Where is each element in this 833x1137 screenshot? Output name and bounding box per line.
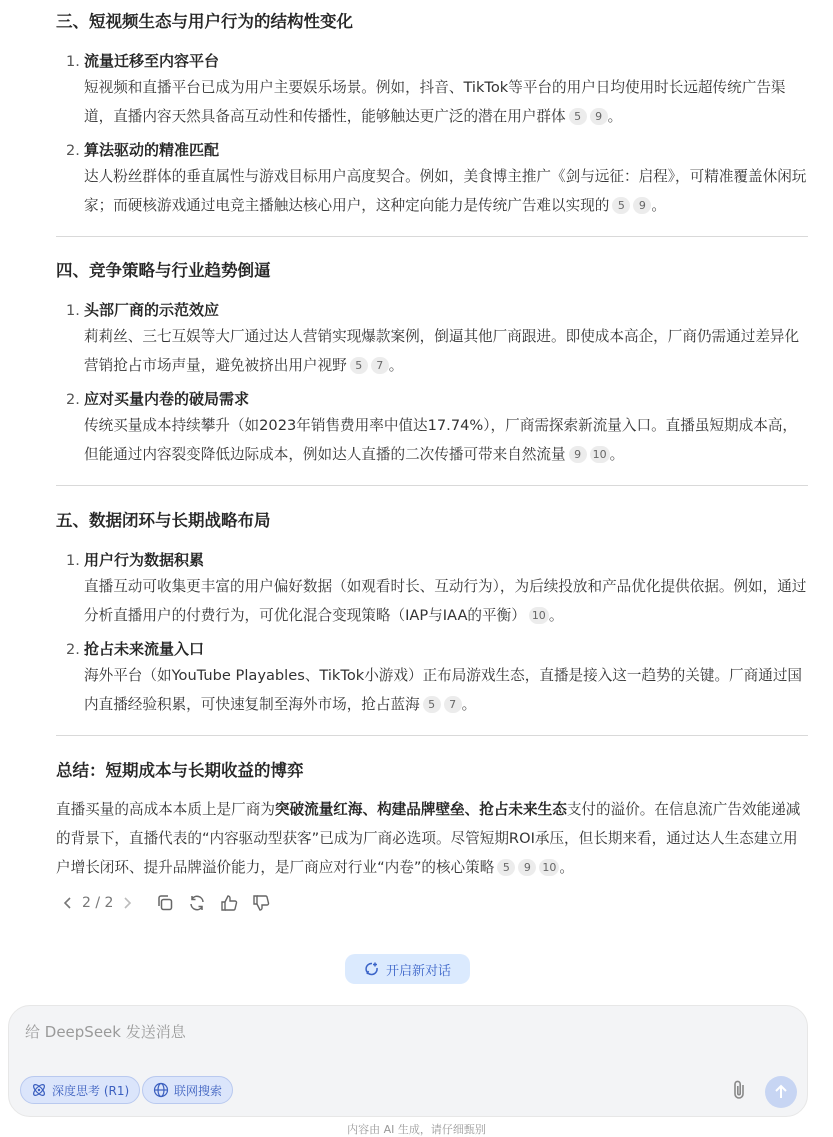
item-body: 莉莉丝、三七互娱等大厂通过达人营销实现爆款案例，倒逼其他厂商跟进。即使成本高企，厂商仍需通过差异化营销抢占市场声量，避免被挤出用户视野 bbox=[84, 328, 800, 374]
item-title: 用户行为数据积累 bbox=[84, 551, 205, 569]
list-item bbox=[66, 299, 808, 380]
web-search-toggle[interactable] bbox=[142, 1076, 233, 1104]
like-button[interactable] bbox=[213, 890, 245, 916]
summary-pre: 直播买量的高成本本质上是厂商为 bbox=[56, 801, 275, 818]
item-text bbox=[84, 73, 808, 131]
item-end: 。 bbox=[607, 108, 623, 125]
item-title: 流量迁移至内容平台 bbox=[84, 52, 220, 70]
new-chat-label: 开启新对话 bbox=[385, 963, 451, 979]
summary-post: 支付的溢价。在信息流广告效能递减的背景下，直播代表的“内容驱动型获客”已成为厂商必选项。尽管短期ROI承压，但长期来看，通过达人生态建立用户增长闭环、提升品牌溢价能力，是厂商应对行业“内卷”的核心策略 bbox=[56, 801, 801, 876]
list-number: 1. bbox=[66, 553, 80, 569]
item-text bbox=[84, 162, 808, 220]
summary-title: 总结：短期成本与长期收益的博弈 bbox=[56, 761, 304, 780]
item-title: 算法驱动的精准匹配 bbox=[84, 141, 220, 159]
citation-badge[interactable]: 5 bbox=[350, 357, 368, 374]
new-chat-button[interactable] bbox=[345, 954, 470, 984]
deep-think-label: 深度思考 (R1) bbox=[52, 1083, 130, 1098]
item-end: 。 bbox=[461, 696, 477, 713]
item-title: 应对买量内卷的破局需求 bbox=[84, 390, 250, 408]
citation-badge[interactable]: 10 bbox=[539, 859, 559, 876]
citation-badge[interactable]: 9 bbox=[590, 108, 608, 125]
list-item bbox=[66, 549, 808, 630]
list-number: 2. bbox=[66, 143, 80, 159]
copy-icon bbox=[156, 894, 174, 912]
section-title: 五、数据闭环与长期战略布局 bbox=[56, 511, 271, 530]
section-title: 三、短视频生态与用户行为的结构性变化 bbox=[56, 12, 353, 31]
globe-icon bbox=[153, 1082, 169, 1098]
item-body: 直播互动可收集更丰富的用户偏好数据（如观看时长、互动行为），为后续投放和产品优化提供依据。例如，通过分析直播用户的付费行为，可优化混合变现策略（IAP与IAA的平衡） bbox=[84, 578, 807, 624]
paperclip-icon bbox=[727, 1078, 751, 1102]
citation-badge[interactable]: 5 bbox=[569, 108, 587, 125]
new-chat-icon bbox=[364, 961, 380, 977]
web-search-label: 联网搜索 bbox=[174, 1083, 223, 1098]
citation-badge[interactable]: 10 bbox=[529, 607, 549, 624]
list-number: 1. bbox=[66, 54, 80, 70]
arrow-up-icon bbox=[773, 1084, 789, 1100]
regenerate-icon bbox=[188, 894, 206, 912]
summary-text bbox=[56, 795, 808, 882]
copy-button[interactable] bbox=[149, 890, 181, 916]
list-number: 1. bbox=[66, 303, 80, 319]
citation-badge[interactable]: 5 bbox=[612, 197, 630, 214]
citation-badge[interactable]: 9 bbox=[569, 446, 587, 463]
item-text bbox=[84, 411, 808, 469]
ai-disclaimer: 内容由 AI 生成，请仔细甄别 bbox=[347, 1123, 486, 1136]
citation-badge[interactable]: 9 bbox=[518, 859, 536, 876]
list-item bbox=[66, 50, 808, 131]
dislike-button[interactable] bbox=[245, 890, 277, 916]
summary-bold: 突破流量红海、构建品牌壁垒、抢占未来生态 bbox=[274, 801, 567, 818]
chat-input-box bbox=[8, 1005, 808, 1117]
list-number: 2. bbox=[66, 642, 80, 658]
chevron-right-icon bbox=[122, 896, 132, 910]
thumbs-down-icon bbox=[252, 894, 270, 912]
item-body: 达人粉丝群体的垂直属性与游戏目标用户高度契合。例如，美食博主推广《剑与远征：启程》，可精准覆盖休闲玩家；而硬核游戏通过电竞主播触达核心用户，这种定向能力是传统广告难以实现的 bbox=[84, 168, 807, 214]
chevron-left-icon bbox=[63, 896, 73, 910]
citation-badge[interactable]: 5 bbox=[423, 696, 441, 713]
citation-badge[interactable]: 10 bbox=[590, 446, 610, 463]
next-response-button[interactable] bbox=[119, 890, 135, 916]
item-text bbox=[84, 572, 808, 630]
pager-label: 2 / 2 bbox=[82, 895, 114, 911]
regenerate-button[interactable] bbox=[181, 890, 213, 916]
citation-badge[interactable]: 5 bbox=[497, 859, 515, 876]
section-title: 四、竞争策略与行业趋势倒逼 bbox=[56, 261, 271, 280]
item-title: 抢占未来流量入口 bbox=[84, 640, 205, 658]
item-body: 传统买量成本持续攀升（如2023年销售费用率中值达17.74%），厂商需探索新流量入口。直播虽短期成本高，但能通过内容裂变降低边际成本，例如达人直播的二次传播可带来自然流量 bbox=[84, 417, 798, 463]
list-number: 2. bbox=[66, 392, 80, 408]
summary-end: 。 bbox=[559, 859, 574, 876]
item-text bbox=[84, 661, 808, 719]
list-item bbox=[66, 638, 808, 719]
item-end: 。 bbox=[651, 197, 666, 214]
atom-icon bbox=[31, 1082, 47, 1098]
message-input[interactable] bbox=[23, 1018, 727, 1046]
divider bbox=[56, 236, 808, 237]
citation-badge[interactable]: 9 bbox=[633, 197, 651, 214]
item-text bbox=[84, 322, 808, 380]
citation-badge[interactable]: 7 bbox=[444, 696, 462, 713]
prev-response-button[interactable] bbox=[60, 890, 76, 916]
send-button[interactable] bbox=[765, 1076, 797, 1108]
item-end: 。 bbox=[388, 357, 404, 374]
list-item bbox=[66, 388, 808, 469]
item-body: 短视频和直播平台已成为用户主要娱乐场景。例如，抖音、TikTok等平台的用户日均使用时长远超传统广告渠道，直播内容天然具备高互动性和传播性，能够触达更广泛的潜在用户群体 bbox=[84, 79, 786, 125]
deep-think-toggle[interactable] bbox=[20, 1076, 140, 1104]
divider bbox=[56, 485, 808, 486]
citation-badge[interactable]: 7 bbox=[371, 357, 389, 374]
message-toolbar bbox=[60, 890, 277, 916]
item-title: 头部厂商的示范效应 bbox=[84, 301, 220, 319]
thumbs-up-icon bbox=[220, 894, 238, 912]
item-end: 。 bbox=[548, 607, 564, 624]
item-body: 海外平台（如YouTube Playables、TikTok小游戏）正布局游戏生态，直播是接入这一趋势的关键。厂商通过国内直播经验积累，可快速复制至海外市场，抢占蓝海 bbox=[84, 667, 803, 713]
list-item bbox=[66, 139, 808, 220]
attach-button[interactable] bbox=[727, 1078, 751, 1102]
response-pager bbox=[60, 890, 135, 916]
divider bbox=[56, 735, 808, 736]
item-end: 。 bbox=[609, 446, 625, 463]
